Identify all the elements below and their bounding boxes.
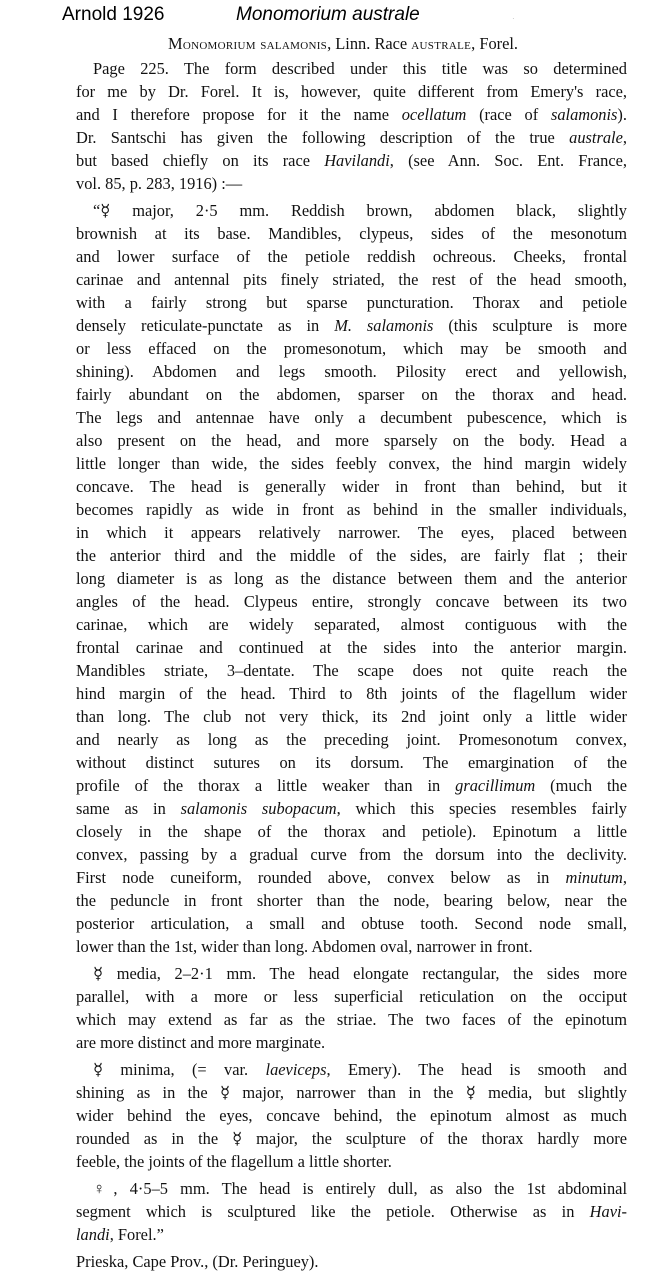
text-line: ☿ minima, (= var. laeviceps, Emery). The head is smooth and <box>93 1060 628 1079</box>
text-line: parallel, with a more or less superficial reticulation on the occiput <box>76 987 627 1006</box>
text-line: rounded as in the ☿ major, the sculpture of the thorax hardly more <box>76 1129 627 1148</box>
heading-genus-species: Monomorium salamonis <box>167 34 328 53</box>
text-line: than long. The club not very thick, its 2nd joint only a little wider <box>76 707 627 726</box>
paragraph-worker-major <box>59 199 627 958</box>
text-line: hind margin of the head. Third to 8th joints of the flagellum wider <box>76 684 627 703</box>
header-stray-mark: · <box>512 14 515 23</box>
text-line: which may extend as far as the striae. The two faces of the epinotum <box>76 1010 627 1029</box>
text-line: ☿ media, 2–2·1 mm. The head elongate rectangular, the sides more <box>93 964 627 983</box>
heading-authority: , Linn. Race <box>327 34 412 53</box>
text-line: landi, Forel.” <box>76 1225 164 1244</box>
text-line: carinae and antennal pits finely striated, the rest of the head smooth, <box>76 270 627 289</box>
text-line: lower than the 1st, wider than long. Abdomen oval, narrower in front. <box>76 937 533 956</box>
text-line: and I therefore propose for it the name ocellatum (race of salamonis). <box>76 105 627 124</box>
text-line: brownish at its base. Mandibles, clypeus, sides of the mesonotum <box>76 224 627 243</box>
text-line: long diameter is as long as the distance between them and the anterior <box>76 569 627 588</box>
text-line: Mandibles striate, 3–dentate. The scape does not quite reach the <box>76 661 627 680</box>
text-line: angles of the head. Clypeus entire, strongly concave between its two <box>76 592 627 611</box>
locality-line: Prieska, Cape Prov., (Dr. Peringuey). <box>76 1252 319 1271</box>
text-line: segment which is sculptured like the petiole. Otherwise as in Havi- <box>76 1202 627 1221</box>
text-line: also present on the head, and more sparsely on the body. Head a <box>76 431 627 450</box>
paragraph-female <box>59 1177 627 1246</box>
paragraph-worker-media <box>59 962 627 1054</box>
header-author-year: Arnold 1926 <box>62 4 165 25</box>
text-line: without distinct sutures on its dorsum. The emargination of the <box>76 753 627 772</box>
paragraph-intro <box>59 57 627 195</box>
text-line: and nearly as long as the preceding joint. Promesonotum convex, <box>76 730 627 749</box>
paragraph-worker-minima <box>59 1058 627 1173</box>
document-page <box>59 32 627 1273</box>
text-line: concave. The head is generally wider in front than behind, but it <box>76 477 627 496</box>
text-line: carinae, which are widely separated, almost contiguous with the <box>76 615 627 634</box>
text-line: “☿ major, 2·5 mm. Reddish brown, abdomen black, slightly <box>93 201 627 220</box>
text-line: The legs and antennae have only a decumbent pubescence, which is <box>76 408 627 427</box>
text-line: profile of the thorax a little weaker than in gracillimum (much the <box>76 776 628 795</box>
text-line: the peduncle in front shorter than the node, bearing below, near the <box>76 891 627 910</box>
text-line: the anterior third and the middle of the sides, are fairly flat ; their <box>76 546 627 565</box>
text-line: shining). Abdomen and legs smooth. Pilosity erect and yellowish, <box>76 362 627 381</box>
species-heading <box>59 32 627 55</box>
text-line: Page 225. The form described under this title was so determined <box>93 59 627 78</box>
text-line: or less effaced on the promesonotum, which may be smooth and <box>76 339 627 358</box>
text-line: fairly abundant on the abdomen, sparser on the thorax and head. <box>76 385 627 404</box>
text-line: becomes rapidly as wide in front as behind in the smaller individuals, <box>76 500 627 519</box>
text-line: in which it appears relatively narrower. The eyes, placed between <box>76 523 627 542</box>
text-line: First node cuneiform, rounded above, convex below as in minutum, <box>76 868 627 887</box>
text-line: posterior articulation, a small and obtuse tooth. Second node small, <box>76 914 627 933</box>
text-line: same as in salamonis subopacum, which this species resembles fairly <box>76 799 627 818</box>
text-line: convex, passing by a gradual curve from the dorsum into the declivity. <box>76 845 627 864</box>
text-line: ♀, 4·5–5 mm. The head is entirely dull, as also the 1st abdominal <box>93 1179 627 1198</box>
text-line: shining as in the ☿ major, narrower than in the ☿ media, but slightly <box>76 1083 627 1102</box>
text-line: closely in the shape of the thorax and petiole). Epinotum a little <box>76 822 627 841</box>
text-line: vol. 85, p. 283, 1916) :— <box>76 174 243 193</box>
heading-race: australe <box>411 34 472 53</box>
heading-race-authority: , Forel. <box>471 34 519 53</box>
text-line: with a fairly strong but sparse puncturation. Thorax and petiole <box>76 293 627 312</box>
text-line: wider behind the eyes, concave behind, the epinotum almost as much <box>76 1106 627 1125</box>
text-line: densely reticulate-punctate as in M. salamonis (this sculpture is more <box>76 316 627 335</box>
text-line: feeble, the joints of the flagellum a little shorter. <box>76 1152 392 1171</box>
text-line: Dr. Santschi has given the following description of the true australe, <box>76 128 627 147</box>
text-line: and lower surface of the petiole reddish ochreous. Cheeks, frontal <box>76 247 627 266</box>
text-line: little longer than wide, the sides feebly convex, the hind margin widely <box>76 454 627 473</box>
header-species-name: Monomorium australe <box>236 4 420 25</box>
text-line: frontal carinae and continued at the sides into the anterior margin. <box>76 638 627 657</box>
text-line: for me by Dr. Forel. It is, however, quite different from Emery's race, <box>76 82 627 101</box>
text-line: are more distinct and more marginate. <box>76 1033 326 1052</box>
text-line: but based chiefly on its race Havilandi, (see Ann. Soc. Ent. France, <box>76 151 627 170</box>
